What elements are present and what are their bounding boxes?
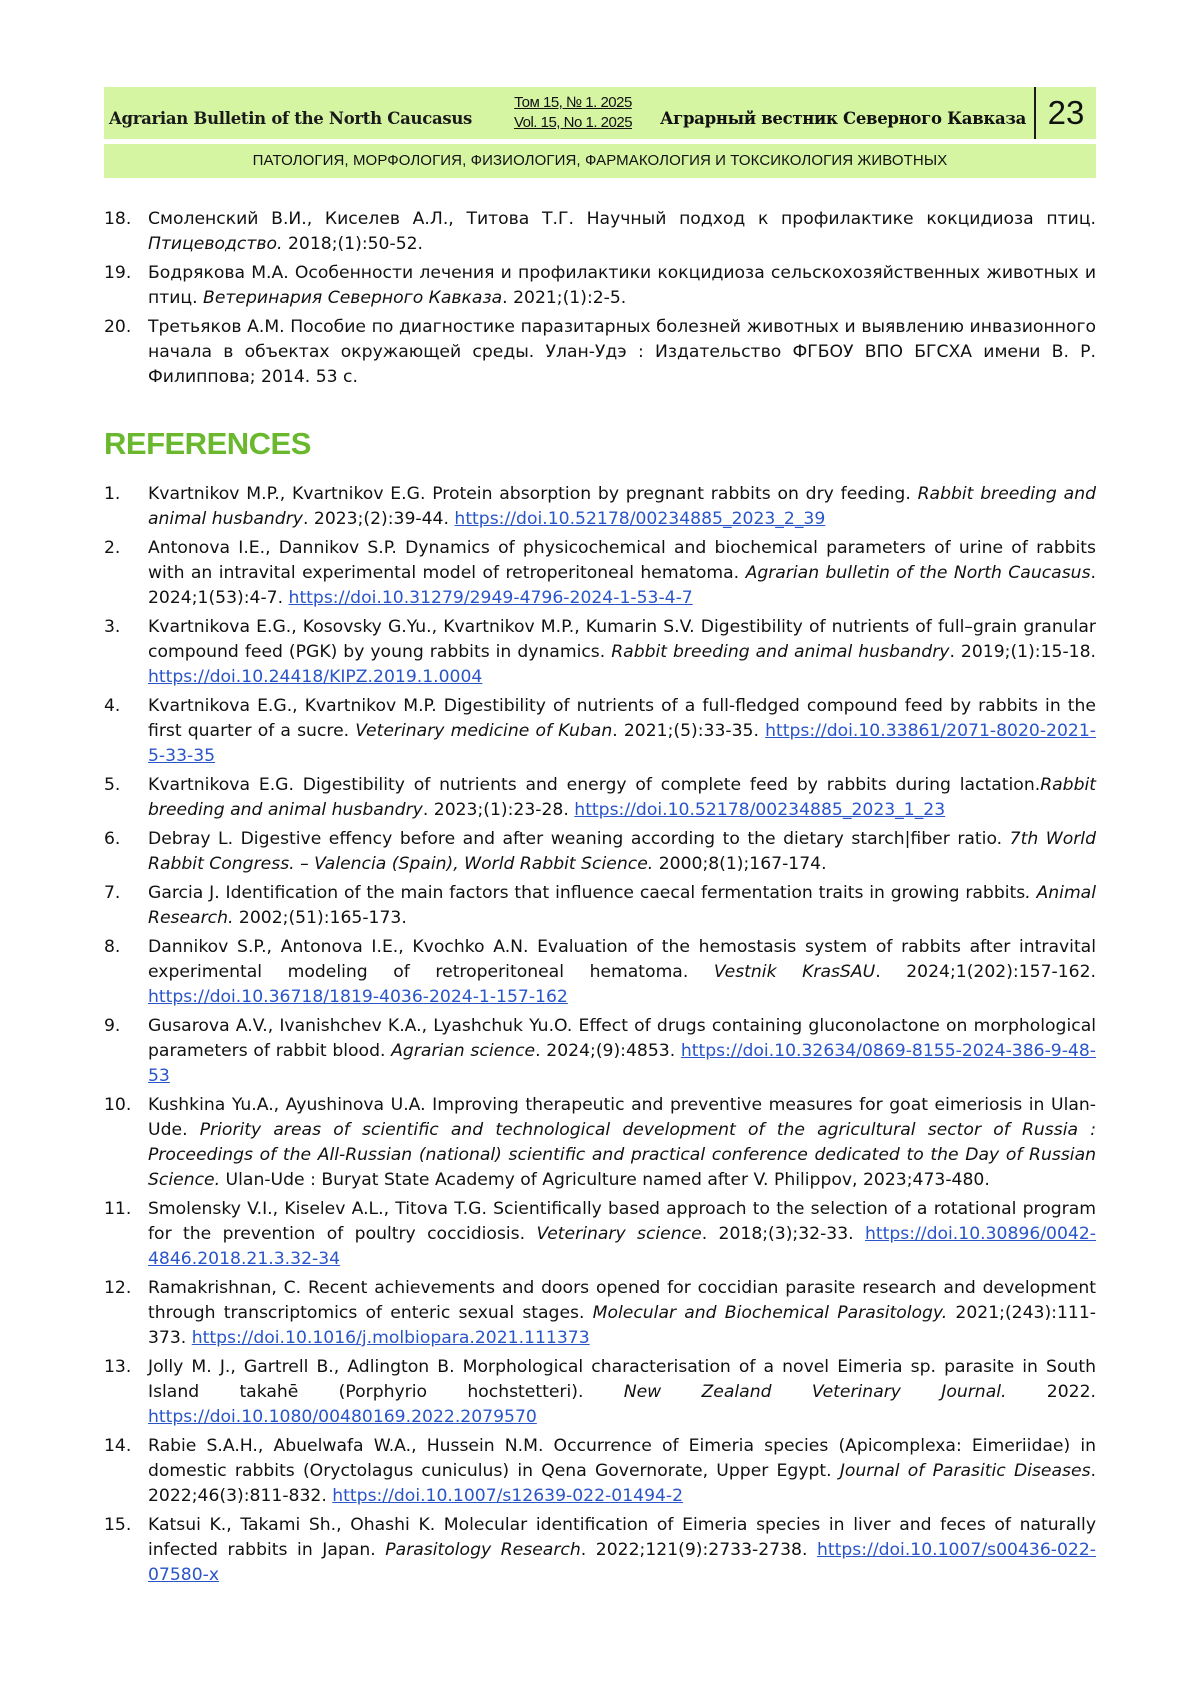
reference-details: . 2021;(5):33-35. [612, 721, 766, 741]
reference-text [148, 1513, 1096, 1588]
reference-item [104, 207, 1096, 257]
section-title: ПАТОЛОГИЯ, МОРФОЛОГИЯ, ФИЗИОЛОГИЯ, ФАРМАКОЛОГИЯ И ТОКСИКОЛОГИЯ ЖИВОТНЫХ [104, 144, 1096, 178]
reference-source: Molecular and Biochemical Parasitology. [592, 1303, 948, 1323]
reference-number: 19. [104, 263, 132, 283]
reference-item [104, 1093, 1096, 1193]
reference-text [148, 207, 1096, 257]
reference-text [148, 694, 1096, 769]
reference-details: 2018;(1):50-52. [282, 234, 424, 254]
reference-number: 9. [104, 1016, 121, 1036]
reference-number: 8. [104, 937, 121, 957]
reference-text [148, 1197, 1096, 1272]
reference-item [104, 1434, 1096, 1509]
page-content [104, 207, 1096, 1592]
doi-link[interactable]: https://doi.10.1007/s12639-022-01494-2 [332, 1486, 684, 1506]
reference-text [148, 935, 1096, 1010]
doi-link[interactable]: https://doi.10.1016/j.molbiopara.2021.111373 [191, 1328, 590, 1348]
page-number: 23 [1047, 94, 1085, 131]
reference-number: 4. [104, 696, 121, 716]
reference-number: 3. [104, 617, 121, 637]
reference-details: . 2019;(1):15-18. [949, 642, 1096, 662]
reference-source: Птицеводство. [148, 234, 283, 254]
doi-link[interactable]: https://doi.10.1080/00480169.2022.2079570 [148, 1407, 537, 1427]
reference-authors-title: Kvartnikova E.G., Kosovsky G.Yu., Kvartnikov M.P., Kumarin S.V. Digestibility of nutrients of full–grain granular compound feed (PGK) by young rabbits in dynamics. [148, 617, 1096, 662]
reference-text [148, 881, 1096, 931]
volume-en: Vol. 15, No 1. 2025 [513, 114, 633, 131]
journal-title-ru: Аграрный вестник Северного Кавказа [660, 108, 1026, 128]
reference-source: Priority areas of scientific and technological development of the agricultural sector of Russia : Proceedings of the All-Russian (national) scientific and practical conference dedicated to the Day of Russian Science. [148, 1120, 1096, 1190]
reference-number: 20. [104, 317, 132, 337]
reference-text [148, 1434, 1096, 1509]
reference-authors-title: Rabie S.A.H., Abuelwafa W.A., Hussein N.M. Occurrence of Eimeria species (Apicomplexa: Eimeriidae) in domestic rabbits (Oryctolagus cuniculus) in Qena Governorate, Upper Egypt. [148, 1436, 1096, 1481]
reference-item [104, 773, 1096, 823]
reference-details: Ulan-Ude : Buryat State Academy of Agriculture named after V. Philippov, 2023;473-480. [220, 1170, 990, 1190]
doi-link[interactable]: https://doi.10.33861/2071-8020-2021-5-33-35 [148, 721, 1096, 766]
reference-details: . 2023;(2):39-44. [302, 509, 455, 529]
reference-details: . 2024;(9):4853. [535, 1041, 681, 1061]
references-list [104, 482, 1096, 1588]
reference-authors-title: Katsui K., Takami Sh., Ohashi K. Molecular identification of Eimeria species in liver and feces of naturally infected rabbits in Japan. [148, 1515, 1096, 1560]
doi-link[interactable]: https://doi.10.1007/s00436-022-07580-x [148, 1540, 1096, 1585]
reference-source: 7th World Rabbit Congress. – Valencia (Spain), World Rabbit Science. [148, 829, 1096, 874]
reference-authors-title: Debray L. Digestive effency before and after weaning according to the dietary starch|fiber ratio. [148, 829, 1010, 849]
reference-details: . 2018;(3);32-33. [701, 1224, 865, 1244]
reference-details: . 2022;46(3):811-832. [148, 1461, 1096, 1506]
reference-text [148, 615, 1096, 690]
reference-authors-title: Третьяков А.М. Пособие по диагностике паразитарных болезней животных и выявлению инвазионного начала в объектах окружающей среды. Улан-Удэ : Издательство ФГБОУ ВПО БГСХА имени В. Р. Филиппова; 2014. 53 с. [148, 317, 1096, 387]
doi-link[interactable]: https://doi.10.24418/KIPZ.2019.1.0004 [148, 667, 483, 687]
reference-text [148, 827, 1096, 877]
reference-authors-title: Бодрякова М.А. Особенности лечения и профилактики кокцидиоза сельскохозяйственных животных и птиц. [148, 263, 1096, 308]
reference-number: 1. [104, 484, 121, 504]
reference-number: 2. [104, 538, 121, 558]
doi-link[interactable]: https://doi.10.31279/2949-4796-2024-1-53-4-7 [288, 588, 693, 608]
reference-details: 2022. [1006, 1382, 1096, 1402]
reference-details: . 2024;1(53):4-7. [148, 563, 1096, 608]
reference-item [104, 827, 1096, 877]
doi-link[interactable]: https://doi.10.30896/0042-4846.2018.21.3.32-34 [148, 1224, 1097, 1269]
reference-item [104, 1513, 1096, 1588]
reference-item [104, 1014, 1096, 1089]
reference-item [104, 315, 1096, 390]
reference-source: Ветеринария Северного Кавказа [203, 288, 503, 308]
reference-number: 6. [104, 829, 121, 849]
reference-source: Journal of Parasitic Diseases [839, 1461, 1091, 1481]
reference-details: . 2022;121(9):2733-2738. [580, 1540, 818, 1560]
reference-text [148, 1355, 1096, 1430]
reference-text [148, 315, 1096, 390]
reference-authors-title: Jolly M. J., Gartrell B., Adlington B. Morphological characterisation of a novel Eimeria sp. parasite in South Island takahē (Porphyrio hochstetteri). [148, 1357, 1096, 1402]
reference-details: 2002;(51):165-173. [233, 908, 407, 928]
reference-item [104, 482, 1096, 532]
reference-details: 2021;(243):111-373. [148, 1303, 1096, 1348]
doi-link[interactable]: https://doi.10.36718/1819-4036-2024-1-157-162 [148, 987, 568, 1007]
page-header [104, 87, 1096, 139]
reference-number: 13. [104, 1357, 132, 1377]
volume-info [499, 93, 647, 133]
reference-number: 15. [104, 1515, 132, 1535]
reference-authors-title: Смоленский В.И., Киселев А.Л., Титова Т.Г. Научный подход к профилактике кокцидиоза птиц. [148, 209, 1096, 229]
reference-item [104, 261, 1096, 311]
reference-number: 12. [104, 1278, 132, 1298]
reference-text [148, 773, 1096, 823]
reference-item [104, 1276, 1096, 1351]
doi-link[interactable]: https://doi.10.32634/0869-8155-2024-386-9-48-53 [148, 1041, 1097, 1086]
reference-source: Veterinary science [536, 1224, 702, 1244]
reference-source: Agrarian science [391, 1041, 536, 1061]
reference-authors-title: Garcia J. Identification of the main factors that influence caecal fermentation traits in growing rabbits [148, 883, 1026, 903]
reference-source: Rabbit breeding and animal husbandry [148, 484, 1096, 529]
reference-number: 10. [104, 1095, 132, 1115]
reference-details: 2000;8(1);167-174. [653, 854, 827, 874]
reference-item [104, 935, 1096, 1010]
reference-authors-title: Antonova I.E., Dannikov S.P. Dynamics of physicochemical and biochemical parameters of urine of rabbits with an intravital experimental model of retroperitoneal hematoma. [148, 538, 1096, 583]
reference-authors-title: Ramakrishnan, C. Recent achievements and doors opened for coccidian parasite research and development through transcriptomics of enteric sexual stages. [148, 1278, 1096, 1323]
reference-authors-title: Kvartnikova E.G. Digestibility of nutrients and energy of complete feed by rabbits during lactation. [148, 775, 1041, 795]
reference-text [148, 482, 1096, 532]
references-heading: REFERENCES [104, 426, 311, 461]
reference-number: 14. [104, 1436, 132, 1456]
reference-source: Agrarian bulletin of the North Caucasus [745, 563, 1091, 583]
reference-authors-title: Smolensky V.I., Kiselev A.L., Titova T.G. Scientifically based approach to the selection of a rotational program for the prevention of poultry coccidiosis. [148, 1199, 1096, 1244]
reference-item [104, 615, 1096, 690]
reference-item [104, 881, 1096, 931]
doi-link[interactable]: https://doi.10.52178/00234885_2023_2_39 [454, 509, 826, 529]
doi-link[interactable]: https://doi.10.52178/00234885_2023_1_23 [574, 800, 946, 820]
reference-authors-title: Dannikov S.P., Antonova I.E., Kvochko A.N. Evaluation of the hemostasis system of rabbits after intravital experimental modeling of retroperitoneal hematoma. [148, 937, 1096, 982]
volume-ru: Том 15, № 1. 2025 [514, 94, 632, 111]
reference-authors-title: Gusarova A.V., Ivanishchev K.A., Lyashchuk Yu.O. Effect of drugs containing gluconolactone on morphological parameters of rabbit blood. [148, 1016, 1096, 1061]
reference-text [148, 1276, 1096, 1351]
reference-source: . Animal Research. [148, 883, 1096, 928]
reference-number: 5. [104, 775, 121, 795]
reference-item [104, 536, 1096, 611]
reference-text [148, 261, 1096, 311]
reference-source: New Zealand Veterinary Journal. [623, 1382, 1007, 1402]
reference-details: . 2024;1(202):157-162. [875, 962, 1096, 982]
reference-text [148, 1093, 1096, 1193]
reference-authors-title: Kvartnikov M.P., Kvartnikov E.G. Protein absorption by pregnant rabbits on dry feeding. [148, 484, 918, 504]
reference-details: . 2023;(1):23-28. [422, 800, 575, 820]
reference-authors-title: Kushkina Yu.A., Ayushinova U.A. Improving therapeutic and preventive measures for goat eimeriosis in Ulan-Ude. [148, 1095, 1096, 1140]
reference-text [148, 536, 1096, 611]
reference-number: 11. [104, 1199, 132, 1219]
reference-text [148, 1014, 1096, 1089]
reference-source: Veterinary medicine of Kuban [355, 721, 613, 741]
reference-authors-title: Kvartnikova E.G., Kvartnikov M.P. Digestibility of nutrients of a full-fledged compound feed by rabbits in the first quarter of a sucre. [148, 696, 1096, 741]
reference-number: 18. [104, 209, 132, 229]
reference-source: Rabbit breeding and animal husbandry [148, 775, 1096, 820]
reference-item [104, 694, 1096, 769]
russian-references-list [104, 207, 1096, 390]
reference-source: Rabbit breeding and animal husbandry [611, 642, 950, 662]
reference-item [104, 1355, 1096, 1430]
reference-details: . 2021;(1):2-5. [502, 288, 627, 308]
reference-source: Parasitology Research [385, 1540, 581, 1560]
reference-number: 7. [104, 883, 121, 903]
journal-title-en: Agrarian Bulletin of the North Caucasus [109, 108, 473, 128]
reference-item [104, 1197, 1096, 1272]
reference-source: Vestnik KrasSAU [713, 962, 876, 982]
